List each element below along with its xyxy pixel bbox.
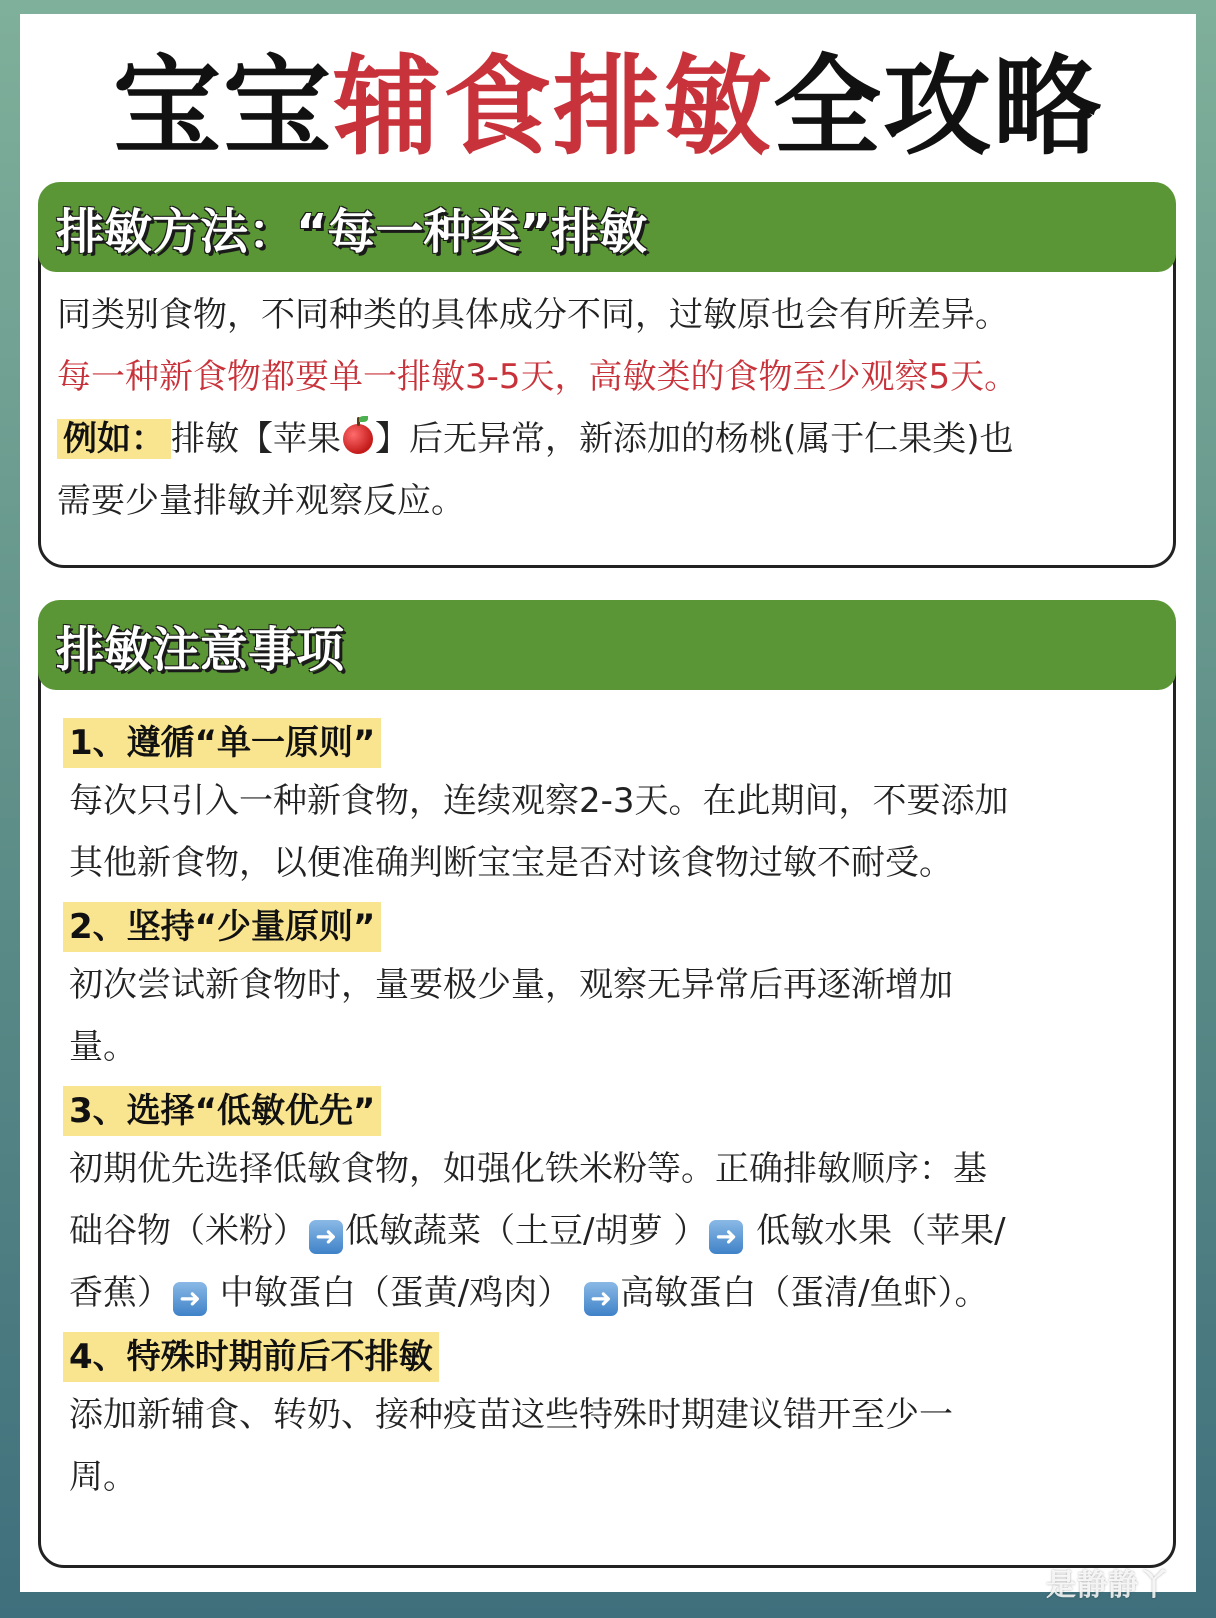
seq-mid-protein: 中敏蛋白（蛋黄/鸡肉） <box>209 1273 572 1313</box>
note-1-line1: 每次只引入一种新食物，连续观察2-3天。在此期间，不要添加 <box>69 781 1009 821</box>
seq-fruit: 低敏水果（苹果/ <box>745 1211 1006 1251</box>
note-3-seq-line2 <box>69 1262 1159 1324</box>
notes-card <box>38 600 1176 1568</box>
notes-card-body <box>41 690 1173 1508</box>
note-title-4: 4、特殊时期前后不排敏 <box>63 1332 439 1382</box>
right-arrow-icon: ➜ <box>309 1220 343 1254</box>
method-line2: 每一种新食物都要单一排敏3-5天，高敏类的食物至少观察5天。 <box>57 357 1019 397</box>
note-2-line2: 量。 <box>69 1027 137 1067</box>
notes-header-text: 排敏注意事项 <box>56 621 345 678</box>
note-4-line1: 添加新辅食、转奶、接种疫苗这些特殊时期建议错开至少一 <box>69 1395 953 1435</box>
watermark: 是静静丫 <box>1046 1568 1170 1603</box>
notes-card-header <box>38 600 1176 690</box>
example-label: 例如： <box>57 419 171 459</box>
note-1-line2: 其他新食物，以便准确判断宝宝是否对该食物过敏不耐受。 <box>69 843 953 883</box>
note-4-line2: 周。 <box>69 1457 137 1497</box>
page-title <box>20 45 1196 170</box>
example-post: 】后无异常，新添加的杨桃(属于仁果类)也 <box>375 419 1014 459</box>
title-part2: 辅食排敏 <box>332 45 773 170</box>
note-3-line1: 初期优先选择低敏食物，如强化铁米粉等。正确排敏顺序：基 <box>69 1149 987 1189</box>
page <box>20 14 1196 1592</box>
title-part1: 宝宝 <box>112 45 333 170</box>
method-card-header <box>38 182 1176 272</box>
note-2-line1: 初次尝试新食物时，量要极少量，观察无异常后再逐渐增加 <box>69 965 953 1005</box>
method-card <box>38 182 1176 568</box>
right-arrow-icon: ➜ <box>173 1282 207 1316</box>
note-title-1: 1、遵循“单一原则” <box>63 718 381 768</box>
method-card-body <box>41 272 1173 532</box>
seq-fruit-cont: 香蕉） <box>69 1273 171 1313</box>
example-line <box>57 408 1159 470</box>
method-header-text: 排敏方法：“每一种类”排敏 <box>56 203 648 260</box>
note-title-3: 3、选择“低敏优先” <box>63 1086 381 1136</box>
example-pre: 排敏【苹果 <box>171 419 341 459</box>
seq-grain: 础谷物（米粉） <box>69 1211 307 1251</box>
note-3-seq-line1 <box>69 1200 1159 1262</box>
seq-veg: 低敏蔬菜（土豆/胡萝 ） <box>345 1211 708 1251</box>
seq-high-protein: 高敏蛋白（蛋清/鱼虾）。 <box>620 1273 989 1313</box>
title-part3: 全攻略 <box>773 45 1104 170</box>
right-arrow-icon: ➜ <box>584 1282 618 1316</box>
example-line2: 需要少量排敏并观察反应。 <box>57 481 465 521</box>
note-title-2: 2、坚持“少量原则” <box>63 902 381 952</box>
right-arrow-icon: ➜ <box>709 1220 743 1254</box>
method-line1: 同类别食物，不同种类的具体成分不同，过敏原也会有所差异。 <box>57 295 1009 335</box>
apple-icon <box>343 424 373 454</box>
